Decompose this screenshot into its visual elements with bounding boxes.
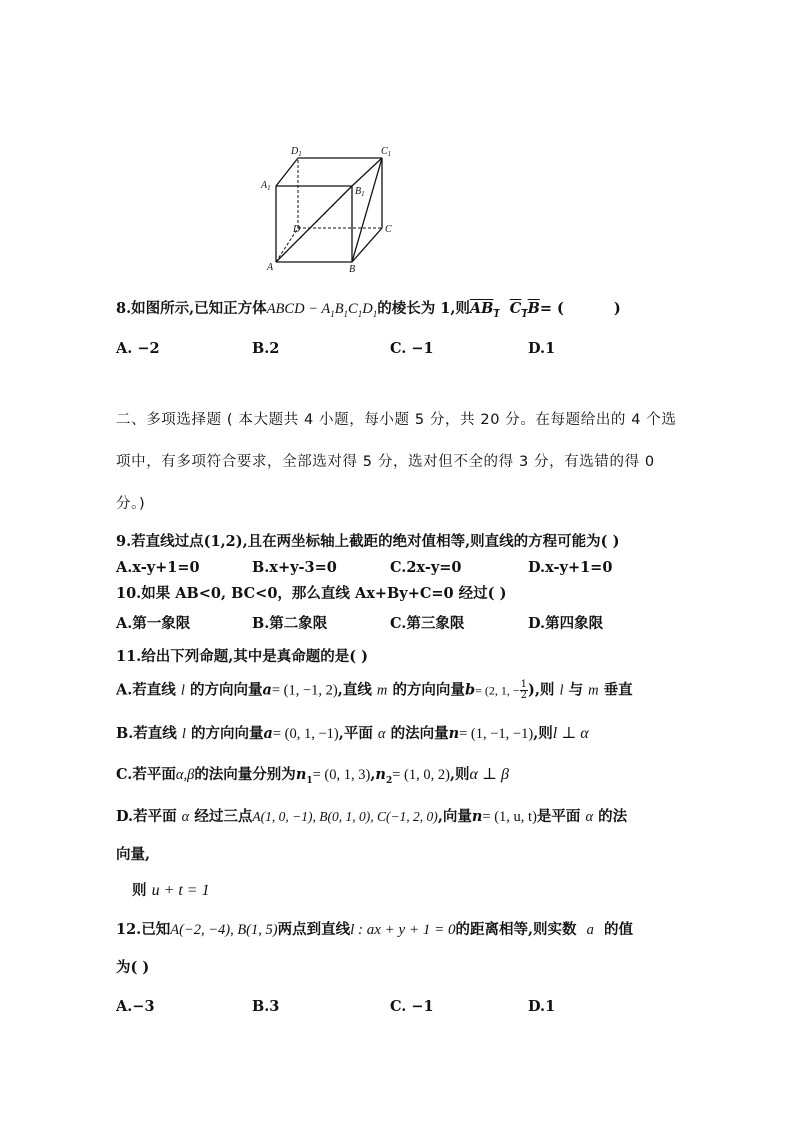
question-9-stem: 9.若直线过点(1,2),且在两坐标轴上截距的绝对值相等,则直线的方程可能为( ) <box>116 533 620 550</box>
cube-figure <box>255 140 405 275</box>
section-2-line-3: 分。) <box>116 496 146 512</box>
q8-option-b: B.2 <box>252 340 280 357</box>
q11-option-b: B.若直线 l 的方向向量a= (0, 1, −1),平面 α 的法向量n= (1, −1, −1),则l ⊥ α <box>116 725 589 742</box>
diagonal-AB1 <box>276 186 352 262</box>
vector-AB1: $AB_1$ <box>469 300 500 320</box>
label-D1: $D_1$ <box>291 146 302 158</box>
q8-option-c: C. −1 <box>390 340 434 357</box>
q11-option-d: D.若平面 α 经过三点A(1, 0, −1), B(0, 1, 0), C(−1, 2, 0),向量n= (1, u, t)是平面 α 的法 <box>116 808 628 825</box>
label-C1: $C_1$ <box>381 146 392 158</box>
q9-option-a: A.x-y+1=0 <box>116 559 200 576</box>
label-D: D <box>293 224 301 235</box>
section-2-line-1: 二、多项选择题 ( 本大题共 4 小题，每小题 5 分，共 20 分。在每题给出的 4 个选 <box>116 412 677 428</box>
q10-option-d: D.第四象限 <box>528 615 604 632</box>
q12-option-c: C. −1 <box>390 998 434 1015</box>
question-12-stem: 12.已知A(−2, −4), B(1, 5)两点到直线l : ax + y + 1 = 0的距离相等,则实数 a 的值 <box>116 921 633 938</box>
q10-option-c: C.第三象限 <box>390 615 465 632</box>
question-10-stem: 10.如果 AB<0, BC<0，那么直线 Ax+By+C=0 经过( ) <box>116 585 507 602</box>
question-8-stem: 8.如图所示,已知正方体ABCD − $A_1B_1C_1D_1$的棱长为 1,则$AB_1$ $C_1B=$ ( ) <box>116 300 621 320</box>
q8-option-d: D.1 <box>528 340 556 357</box>
question-12-stem-line-2: 为( ) <box>116 959 150 976</box>
diagonal-BC1 <box>352 158 382 262</box>
edge-A1D1 <box>276 158 298 186</box>
q11-option-d-line-2: 向量, <box>116 846 151 863</box>
label-B: B <box>349 264 356 275</box>
q12-option-a: A.−3 <box>116 998 155 1015</box>
q12-option-d: D.1 <box>528 998 556 1015</box>
label-A: A <box>267 262 274 273</box>
q9-option-c: C.2x-y=0 <box>390 559 462 576</box>
q11-option-d-line-3: 则 u + t = 1 <box>132 882 210 899</box>
q10-option-a: A.第一象限 <box>116 615 191 632</box>
q8-option-a: A. −2 <box>116 340 160 357</box>
q9-option-d: D.x-y+1=0 <box>528 559 613 576</box>
q12-option-b: B.3 <box>252 998 280 1015</box>
section-2-line-2: 项中，有多项符合要求，全部选对得 5 分，选对但不全的得 3 分，有选错的得 0 <box>116 454 655 470</box>
vector-C1B: $C_1B$ <box>509 300 540 320</box>
label-A1: $A_1$ <box>261 180 271 192</box>
q11-option-c: C.若平面α,β的法向量分别为$n_1= (0$, 1, $3),n_2= (1$, 0, 2),则α ⊥ β <box>116 766 509 786</box>
label-B1: $B_1$ <box>355 186 365 198</box>
q9-option-b: B.x+y-3=0 <box>252 559 337 576</box>
label-C: C <box>385 224 392 235</box>
q11-option-a: A.若直线 l 的方向向量a= (1, −1, 2),直线 m 的方向向量b= (2, 1, − $\frac{1}{2}$ ),则 l 与 m 垂直 <box>116 679 633 701</box>
question-11-stem: 11.给出下列命题,其中是真命题的是( ) <box>116 648 369 665</box>
fraction-one-half: $\frac{1}{2}$ <box>520 679 527 701</box>
q10-option-b: B.第二象限 <box>252 615 328 632</box>
